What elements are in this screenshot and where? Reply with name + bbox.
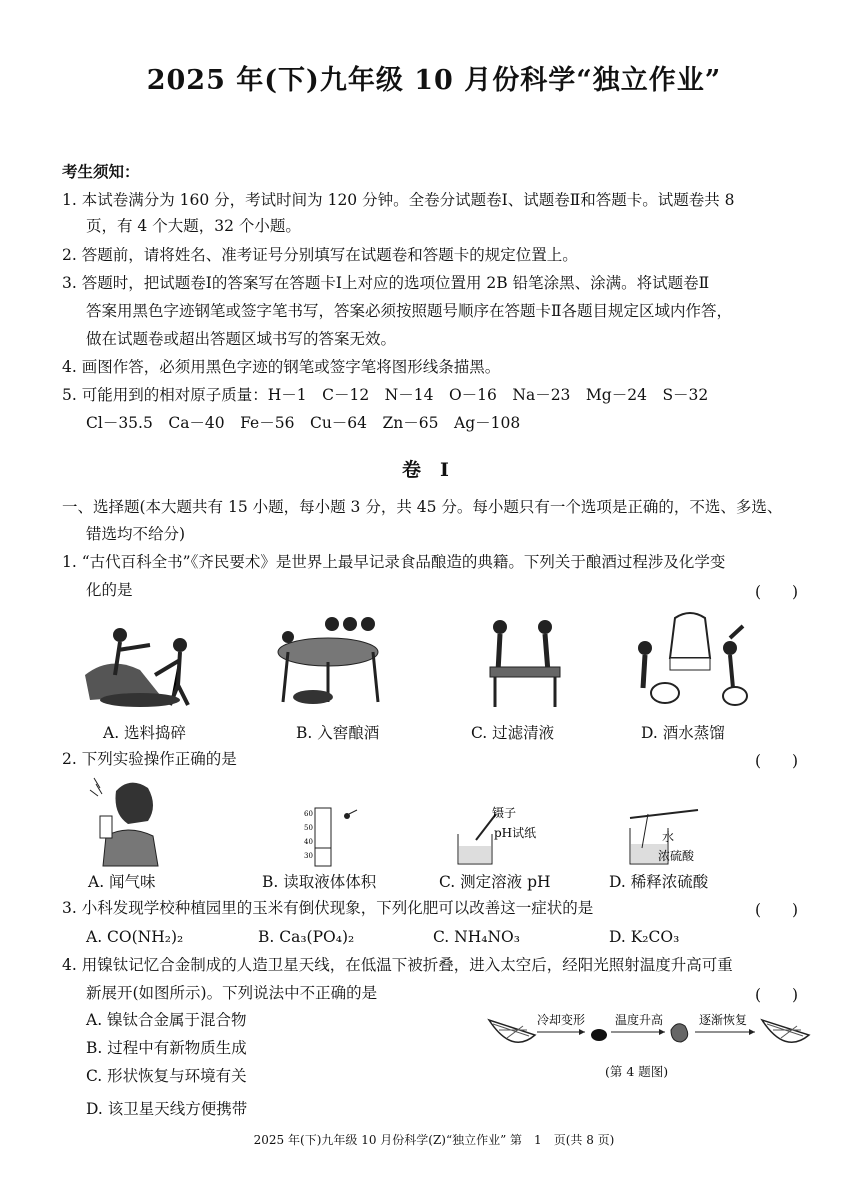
notice-line: Cl－35.5 Ca－40 Fe－56 Cu－64 Zn－65 Ag－108 [86,414,521,432]
step2-label: 温度升高 [615,1013,664,1027]
notice-line: 5. 可能用到的相对原子质量：H－1 C－12 N－14 O－16 Na－23 Mg－24 S－32 [62,386,709,404]
notice-line: 2. 答题前，请将姓名、准考证号分别填写在试题卷和答题卡的规定位置上。 [62,246,578,264]
option-label: B. Ca₃(PO₄)₂ [258,928,355,946]
option-label: D. 稀释浓硫酸 [609,873,709,891]
option-label: C. NH₄NO₃ [433,928,520,946]
notice-line: 3. 答题时，把试题卷Ⅰ的答案写在答题卡Ⅰ上对应的选项位置用 2B 铅笔涂黑、涂满。将试题卷Ⅱ [62,274,710,292]
tick-label: 60 [304,810,313,818]
diluting-acid-illustration [628,808,728,866]
option-label: C. 形状恢复与环境有关 [86,1067,247,1085]
answer-blank[interactable]: ( ) [755,752,799,770]
tweezers-label: 镊子 [492,806,517,820]
option-label: B. 读取液体体积 [262,873,377,891]
option-label: D. K₂CO₃ [609,928,680,946]
ph-paper-label: pH试纸 [494,826,537,840]
notice-line: 4. 画图作答，必须用黑色字迹的钢笔或签字笔将图形线条描黑。 [62,358,501,376]
antenna-figure [487,1010,812,1060]
notice-heading: 考生须知： [62,162,140,181]
option-label: A. 闻气味 [88,873,156,891]
notice-line: 答案用黑色字迹钢笔或签字笔书写，答案必须按照题号顺序在答题卡Ⅱ各题目规定区域内作答， [86,302,733,320]
page-title: 2025 年(下)九年级 10 月份科学“独立作业” [146,65,722,96]
brewing-illustration [268,612,398,710]
tick-label: 50 [304,824,313,832]
section-title: 卷 Ⅰ [402,459,449,481]
option-label: D. 该卫星天线方便携带 [86,1100,248,1118]
notice-line: 做在试题卷或超出答题区域书写的答案无效。 [86,330,397,348]
answer-blank[interactable]: ( ) [755,583,799,601]
acid-label: 浓硫酸 [658,849,695,863]
ph-test-illustration [456,806,556,866]
option-label: B. 过程中有新物质生成 [86,1039,247,1057]
option-label: B. 入窖酿酒 [296,724,380,742]
question-3-stem: 3. 小科发现学校种植园里的玉米有倒伏现象，下列化肥可以改善这一症状的是 [62,899,594,917]
figure-caption: (第 4 题图) [605,1064,669,1079]
answer-blank[interactable]: ( ) [755,986,799,1004]
step1-label: 冷却变形 [537,1013,586,1027]
part-heading: 一、选择题(本大题共有 15 小题，每小题 3 分，共 45 分。每小题只有一个选项是正确的，不选、多选、 [62,498,783,516]
notice-line: 页，有 4 个大题，32 个小题。 [86,217,301,235]
distilling-illustration [625,608,750,706]
option-label: D. 酒水蒸馏 [641,724,725,742]
tick-label: 30 [304,852,313,860]
option-label: C. 测定溶液 pH [439,873,551,891]
crushing-illustration [80,615,210,710]
question-4-stem: 4. 用镍钛记忆合金制成的人造卫星天线，在低温下被折叠，进入太空后，经阳光照射温度升高可重 [62,956,733,974]
part-heading: 错选均不给分) [86,525,186,543]
question-2-stem: 2. 下列实验操作正确的是 [62,750,237,768]
smelling-illustration [88,776,168,866]
answer-blank[interactable]: ( ) [755,901,799,919]
filtering-illustration [470,612,580,710]
option-label: A. CO(NH₂)₂ [86,928,184,946]
water-label: 水 [662,830,675,844]
graduated-cylinder-illustration [303,808,363,868]
step3-label: 逐渐恢复 [699,1013,748,1027]
tick-label: 40 [304,838,313,846]
question-4-stem: 新展开(如图所示)。下列说法中不正确的是 [86,984,378,1002]
page-footer: 2025 年(下)九年级 10 月份科学(Z)“独立作业” 第 1 页(共 8 页) [253,1133,615,1147]
option-label: A. 选料捣碎 [103,724,187,742]
option-label: A. 镍钛合金属于混合物 [86,1011,247,1029]
question-1-stem: 化的是 [86,581,133,599]
question-1-stem: 1. “古代百科全书”《齐民要术》是世界上最早记录食品酿造的典籍。下列关于酿酒过程涉及化学变 [62,553,726,571]
option-label: C. 过滤清液 [471,724,555,742]
notice-line: 1. 本试卷满分为 160 分，考试时间为 120 分钟。全卷分试题卷Ⅰ、试题卷Ⅱ和答题卡。试题卷共 8 [62,191,735,209]
